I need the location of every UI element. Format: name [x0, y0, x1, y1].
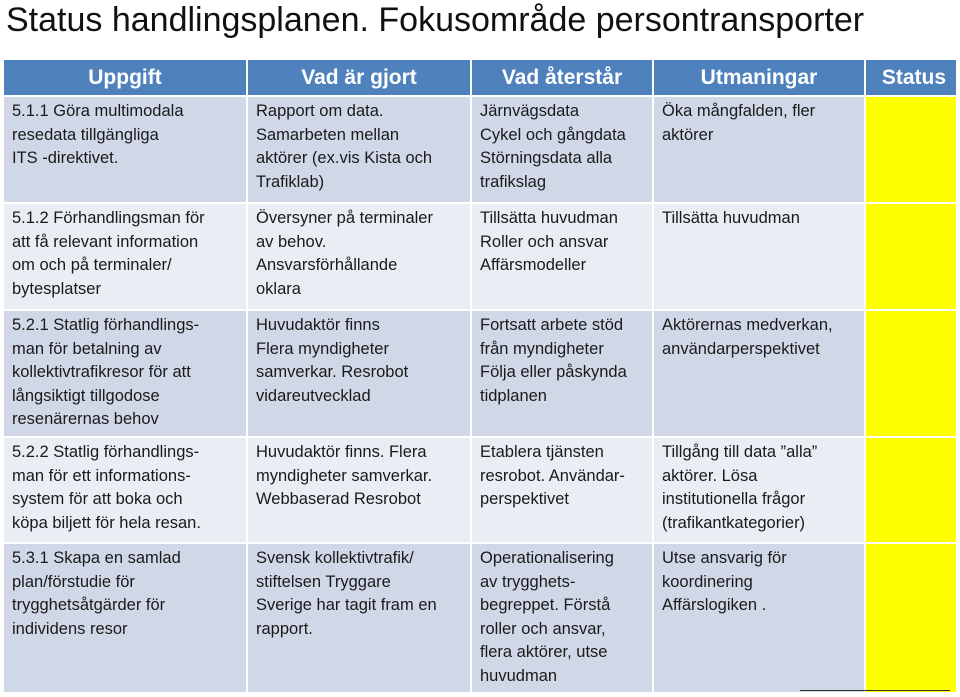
cell-line: resedata tillgängliga [12, 125, 159, 144]
cell-line: perspektivet [480, 490, 569, 508]
footer-rule [800, 690, 950, 691]
cell-line: individens resor [12, 619, 128, 638]
task-cell [3, 96, 247, 203]
table-row [3, 310, 957, 437]
cell-line: Huvudaktör finns. Flera [256, 443, 427, 461]
header-status: Status [865, 59, 957, 96]
slide-title: Status handlingsplanen. Fokusområde persontransporter [6, 1, 865, 39]
cell-line: stiftelsen Tryggare [256, 572, 391, 591]
challenges-cell [653, 437, 865, 543]
cell-line: flera aktörer, utse [480, 643, 608, 661]
done-cell [247, 437, 471, 543]
table-row [3, 437, 957, 543]
cell-line: Operationalisering [480, 549, 614, 567]
cell-line: Översyner på terminaler [256, 209, 433, 227]
cell-line: aktörer (ex.vis Kista och [256, 149, 433, 167]
done-cell [247, 543, 471, 693]
cell-line: Affärsmodeller [480, 256, 587, 274]
cell-line: Följa eller påskynda [480, 363, 627, 381]
cell-line: av trygghets- [480, 572, 576, 591]
challenges-cell [653, 203, 865, 310]
cell-line: trafikslag [480, 172, 547, 191]
status-indicator [865, 310, 957, 437]
cell-line: Samarbeten mellan [256, 125, 400, 144]
cell-line: bytesplatser [12, 279, 101, 298]
cell-line: myndigheter samverkar. [256, 466, 433, 485]
cell-line: Fortsatt arbete stöd [480, 316, 624, 334]
cell-line: användarperspektivet [662, 339, 820, 358]
task-cell [3, 437, 247, 543]
cell-line: Svensk kollektivtrafik/ [256, 549, 414, 567]
cell-line: Etablera tjänsten [480, 443, 604, 461]
cell-line: institutionella frågor [662, 490, 806, 508]
cell-line: Roller och ansvar [480, 232, 609, 251]
cell-line: 5.2.1 Statlig förhandlings- [12, 316, 200, 334]
table-row [3, 96, 957, 203]
cell-line: Öka mångfalden, fler [662, 102, 816, 120]
cell-line: Huvudaktör finns [256, 316, 380, 334]
cell-line: Järnvägsdata [480, 102, 580, 120]
cell-line: begreppet. Förstå [480, 596, 611, 614]
cell-line: Cykel och gångdata [480, 125, 626, 144]
cell-line: 5.1.1 Göra multimodala [12, 102, 184, 120]
cell-line: rapport. [256, 619, 313, 638]
task-cell [3, 203, 247, 310]
done-cell [247, 310, 471, 437]
cell-line: man för betalning av [12, 339, 162, 358]
status-indicator [865, 543, 957, 693]
challenges-cell [653, 310, 865, 437]
header-vad-aterstar: Vad återstår [471, 59, 653, 96]
challenges-cell [653, 96, 865, 203]
challenges-cell [653, 543, 865, 693]
cell-line: Tillsätta huvudman [480, 209, 618, 227]
header-vad-ar-gjort: Vad är gjort [247, 59, 471, 96]
status-indicator [865, 96, 957, 203]
header-uppgift: Uppgift [3, 59, 247, 96]
cell-line: ITS -direktivet. [12, 149, 119, 167]
cell-line: Affärslogiken . [662, 596, 767, 614]
cell-line: Aktörernas medverkan, [662, 316, 833, 334]
cell-line: Utse ansvarig för [662, 549, 787, 567]
cell-line: Sverige har tagit fram en [256, 596, 437, 614]
cell-line: aktörer. Lösa [662, 466, 758, 485]
remaining-cell [471, 437, 653, 543]
remaining-cell [471, 96, 653, 203]
cell-line: samverkar. Resrobot [256, 363, 409, 381]
header-utmaningar: Utmaningar [653, 59, 865, 96]
done-cell [247, 203, 471, 310]
done-cell [247, 96, 471, 203]
cell-line: Flera myndigheter [256, 339, 389, 358]
cell-line: Tillsätta huvudman [662, 209, 800, 227]
cell-line: 5.3.1 Skapa en samlad [12, 549, 181, 567]
remaining-cell [471, 543, 653, 693]
cell-line: trygghetsåtgärder för [12, 596, 166, 614]
cell-line: 5.1.2 Förhandlingsman för [12, 209, 205, 227]
cell-line: kollektivtrafikresor för att [12, 363, 191, 381]
remaining-cell [471, 310, 653, 437]
cell-line: Rapport om data. [256, 102, 384, 120]
cell-line: aktörer [662, 125, 714, 144]
status-indicator [865, 203, 957, 310]
cell-line: köpa biljett för hela resan. [12, 513, 201, 532]
cell-line: Ansvarsförhållande [256, 256, 398, 274]
task-cell [3, 310, 247, 437]
table-row [3, 543, 957, 693]
remaining-cell [471, 203, 653, 310]
cell-line: Webbaserad Resrobot [256, 490, 421, 508]
cell-line: oklara [256, 279, 301, 298]
cell-line: huvudman [480, 666, 558, 685]
status-table [2, 58, 958, 694]
cell-line: att få relevant information [12, 232, 199, 251]
table-row [3, 203, 957, 310]
cell-line: långsiktigt tillgodose [12, 386, 160, 405]
cell-line: Trafiklab) [256, 172, 325, 191]
cell-line: resenärernas behov [12, 410, 159, 428]
cell-line: från myndigheter [480, 339, 604, 358]
table-header-row [3, 59, 957, 96]
status-indicator [865, 437, 957, 543]
cell-line: man för ett informations- [12, 466, 191, 485]
cell-line: av behov. [256, 232, 327, 251]
cell-line: koordinering [662, 572, 753, 591]
cell-line: vidareutvecklad [256, 386, 371, 405]
cell-line: system för att boka och [12, 490, 183, 508]
cell-line: roller och ansvar, [480, 619, 606, 638]
cell-line: om och på terminaler/ [12, 256, 172, 274]
cell-line: Tillgång till data ”alla” [662, 443, 818, 461]
task-cell [3, 543, 247, 693]
cell-line: 5.2.2 Statlig förhandlings- [12, 443, 200, 461]
cell-line: resrobot. Användar- [480, 466, 625, 485]
cell-line: (trafikantkategorier) [662, 513, 806, 532]
cell-line: plan/förstudie för [12, 572, 135, 591]
cell-line: tidplanen [480, 386, 547, 405]
cell-line: Störningsdata alla [480, 149, 613, 167]
